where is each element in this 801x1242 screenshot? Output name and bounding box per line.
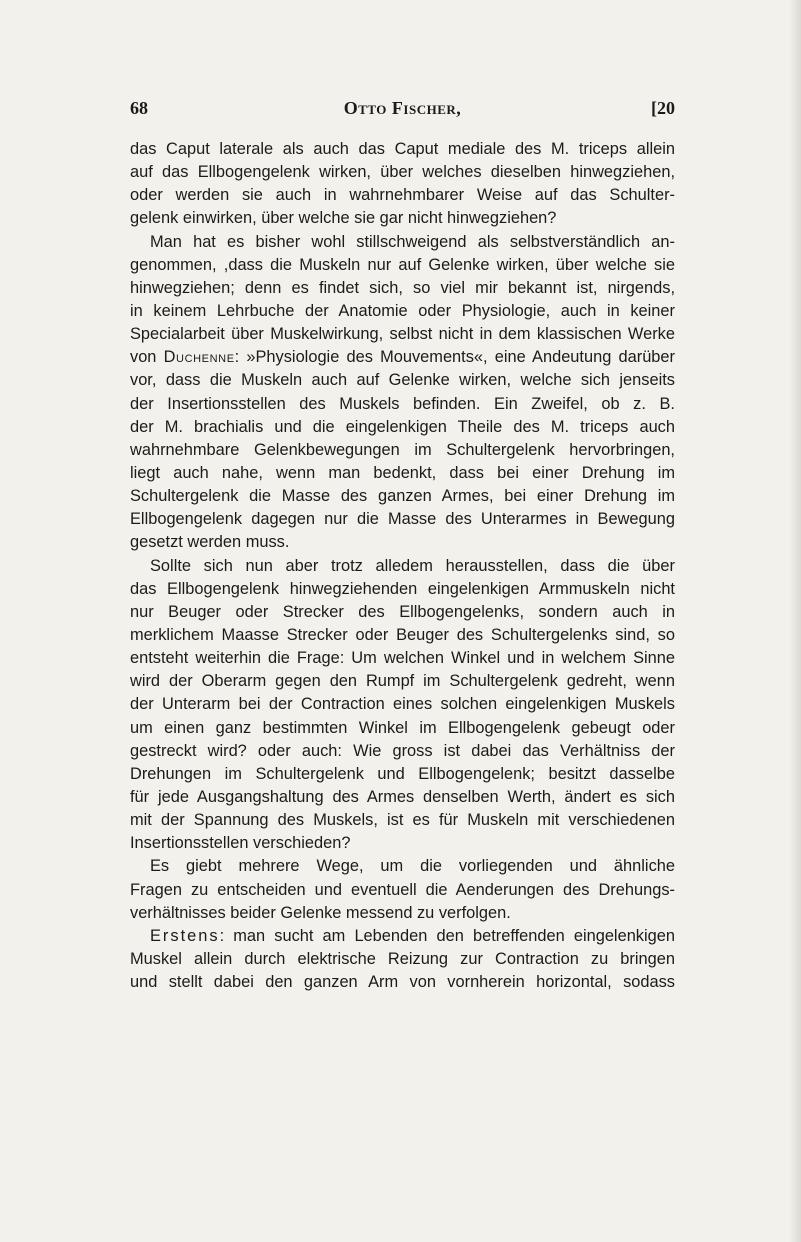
text-line: Drehungen im Schultergelenk und Ellbogengelenk; besitzt dasselbe <box>130 764 675 783</box>
text-line: Specialarbeit über Muskelwirkung, selbst nicht in dem klassischen Werke <box>130 325 675 344</box>
text-line: der Insertionsstellen des Muskels befinden. Ein Zweifel, ob z. B. <box>130 394 675 413</box>
text-line: das Ellbogengelenk hinwegziehenden eingelenkigen Armmuskeln nicht <box>130 579 675 598</box>
emphasis-erstens: Erstens <box>150 926 220 945</box>
text-line: Sollte sich nun aber trotz alledem herausstellen, dass die über <box>150 556 675 575</box>
text-line: verhältnisses beider Gelenke messend zu verfolgen. <box>130 903 511 922</box>
text-line: für jede Ausgangshaltung des Armes denselben Werth, ändert es sich <box>130 787 675 806</box>
text-line: Schultergelenk die Masse des ganzen Armes, bei einer Drehung im <box>130 487 675 506</box>
text-fragment: von <box>130 348 164 367</box>
text-line: Es giebt mehrere Wege, um die vorliegenden und ähnliche <box>150 857 675 876</box>
text-line: in keinem Lehrbuche der Anatomie oder Physiologie, auch in keiner <box>130 301 675 320</box>
text-fragment: : man sucht am Lebenden den betreffenden eingelenkigen <box>219 926 675 945</box>
text-line <box>130 925 675 948</box>
text-line: gelenk einwirken, über welche sie gar nicht hinwegziehen? <box>130 209 557 228</box>
text-line: auf das Ellbogengelenk wirken, über welches dieselben hinwegziehen, <box>130 163 675 182</box>
text-line: der M. brachialis und die eingelenkigen Theile des M. triceps auch <box>130 417 675 436</box>
text-line: nur Beuger oder Strecker des Ellbogengelenks, sondern auch in <box>130 602 675 621</box>
body-text <box>130 138 675 994</box>
text-line: Ellbogengelenk dagegen nur die Masse des Unterarmes in Bewegung <box>130 510 675 529</box>
text-line: um einen ganz bestimmten Winkel im Ellbogengelenk gebeugt oder <box>130 718 675 737</box>
text-line: der Unterarm bei der Contraction eines solchen eingelenkigen Muskels <box>130 695 675 714</box>
text-line: gesetzt werden muss. <box>130 533 290 552</box>
text-line: Insertionsstellen verschieden? <box>130 834 351 853</box>
running-head-author: Otto Fischer, <box>343 98 462 118</box>
text-line: liegt auch nahe, wenn man bedenkt, dass bei einer Drehung im <box>130 463 675 482</box>
text-line: mit der Spannung des Muskels, ist es für Muskeln mit verschiedenen <box>130 811 675 830</box>
page-number: 68 <box>130 98 148 118</box>
text-line: vor, dass die Muskeln auch auf Gelenke wirken, welche sich jenseits <box>130 371 675 390</box>
text-fragment: : »Physiologie des Mouvements«, eine Andeutung darüber <box>234 348 675 367</box>
text-line <box>130 346 675 369</box>
text-line: wird der Oberarm gegen den Rumpf im Schultergelenk gedreht, wenn <box>130 672 675 691</box>
author-name-duchenne: Duchenne <box>163 348 235 367</box>
text-line: wahrnehmbare Gelenkbewegungen im Schultergelenk hervorbringen, <box>130 440 675 459</box>
running-header <box>130 98 675 124</box>
text-line: merklichem Maasse Strecker oder Beuger des Schultergelenks sind, so <box>130 625 675 644</box>
text-line: Man hat es bisher wohl stillschweigend als selbstverständlich an- <box>150 232 675 251</box>
section-marker: [20 <box>651 98 675 118</box>
text-line: Fragen zu entscheiden und eventuell die Aenderungen des Drehungs- <box>130 880 675 899</box>
text-line: das Caput laterale als auch das Caput mediale des M. triceps allein <box>130 140 675 158</box>
text-line: hinwegziehen; denn es findet sich, so viel mir bekannt ist, nirgends, <box>130 278 675 297</box>
text-line: oder werden sie auch in wahrnehmbarer Weise auf das Schulter- <box>130 186 675 205</box>
page-edge-shadow <box>789 0 801 1242</box>
text-line: genommen, ,dass die Muskeln nur auf Gelenke wirken, über welche sie <box>130 255 675 274</box>
text-line: und stellt dabei den ganzen Arm von vornherein horizontal, sodass <box>130 973 675 992</box>
text-line: Muskel allein durch elektrische Reizung zur Contraction zu bringen <box>130 949 675 968</box>
text-line: entsteht weiterhin die Frage: Um welchen Winkel und in welchem Sinne <box>130 649 675 668</box>
text-line: gestreckt wird? oder auch: Wie gross ist dabei das Verhältniss der <box>130 741 675 760</box>
